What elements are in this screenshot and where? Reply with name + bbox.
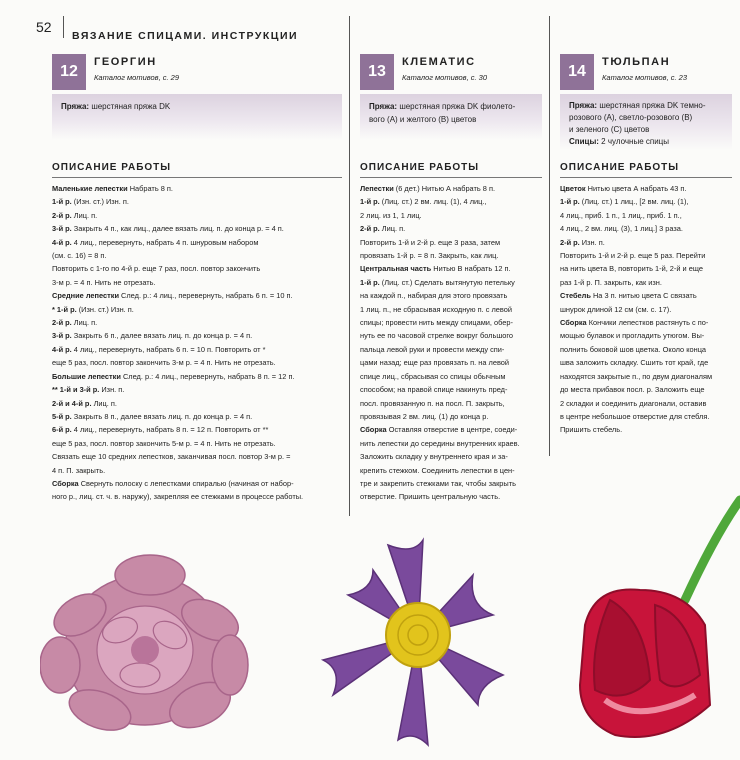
catalog-reference: Каталог мотивов, с. 30 bbox=[402, 73, 488, 82]
instruction-line: Повторить 1-й и 2-й р. еще 3 раза, затем bbox=[360, 237, 501, 247]
instruction-line: до места прибавок посл. р. Заложить еще bbox=[560, 385, 705, 395]
pattern-column-tulip bbox=[560, 54, 732, 437]
instruction-line: провязать 1-й р. = 8 п. Закрыть, как лиц. bbox=[360, 251, 499, 261]
instruction-line: 1 лиц. п., не сбрасывая исходную п. с левой bbox=[360, 304, 512, 314]
instruction-line: пальца левой руки и провести между спи- bbox=[360, 344, 505, 354]
instruction-line: Сборка Свернуть полоску с лепестками спиралью (начиная от набор- bbox=[52, 478, 294, 488]
instruction-line: на каждой п., набирая для этого провязать bbox=[360, 291, 508, 301]
instruction-line: посл. провязанную п. на посл. П. закрыть, bbox=[360, 398, 505, 408]
instruction-line: ного р., лиц. ст. ч. в. наружу), закрепляя ее стежками в процессе работы. bbox=[52, 492, 304, 502]
instruction-line: Сборка Кончики лепестков растянуть с по- bbox=[560, 318, 709, 328]
instruction-line: 2-й р. Лиц. п. bbox=[52, 210, 98, 220]
instruction-line: 1-й р. (Изн. ст.) Изн. п. bbox=[52, 197, 129, 207]
instruction-line: 3-й р. Закрыть 6 п., далее вязать лиц. п. до конца р. = 4 п. bbox=[52, 331, 253, 341]
instruction-line: спице лиц., сбрасывая со спицы обычным bbox=[360, 371, 506, 381]
instruction-line: спицы; провести нить между спицами, обер- bbox=[360, 318, 513, 328]
instruction-line: 1-й р. (Лиц. ст.) 2 вм. лиц. (1), 4 лиц., bbox=[360, 197, 487, 207]
instruction-line: ** 1-й и 3-й р. Изн. п. bbox=[52, 385, 125, 395]
pattern-name: ТЮЛЬПАН bbox=[602, 56, 671, 68]
instruction-line: Стебель На 3 п. нитью цвета С связать bbox=[560, 291, 697, 301]
instruction-line: шнурок длиной 12 см (см. с. 17). bbox=[560, 304, 672, 314]
instruction-line: мощью булавок и прогладить утюгом. Вы- bbox=[560, 331, 705, 341]
instruction-line: в центре небольшое отверстие для стебля. bbox=[560, 411, 710, 421]
instruction-line: Маленькие лепестки Набрать 8 п. bbox=[52, 184, 173, 193]
instruction-line: 2 складки и соединить диагонали, оставив bbox=[560, 398, 707, 408]
catalog-reference: Каталог мотивов, с. 23 bbox=[602, 73, 688, 82]
instruction-line: еще 5 раз, посл. повтор закончить 5-м р. = 4 п. Нить не отрезать. bbox=[52, 438, 276, 448]
instruction-line: 4-й р. 4 лиц., перевернуть, набрать 4 п. шнуровым набором bbox=[52, 237, 259, 247]
instruction-line: способом; на правой спице накинуть пред- bbox=[360, 385, 508, 395]
clematis-knitted-flower-image bbox=[318, 535, 518, 750]
instructions-heading: ОПИСАНИЕ РАБОТЫ bbox=[560, 162, 732, 178]
section-title: ВЯЗАНИЕ СПИЦАМИ. ИНСТРУКЦИИ bbox=[72, 30, 299, 42]
instruction-line: Связать еще 10 средних лепестков, заканчивая посл. повтор 3-м р. = bbox=[52, 452, 291, 462]
pattern-number-badge: 12 bbox=[52, 54, 86, 90]
materials-box bbox=[52, 94, 342, 140]
instruction-line: Пришить стебель. bbox=[560, 425, 623, 435]
instruction-line: нить лепестки до середины внутренних краев. bbox=[360, 438, 520, 448]
instruction-line: 2-й р. Лиц. п. bbox=[52, 318, 98, 328]
pattern-name: КЛЕМАТИС bbox=[402, 56, 476, 68]
instruction-line: отверстие. Пришить центральную часть. bbox=[360, 492, 501, 502]
instruction-line: 4 п. П. закрыть. bbox=[52, 465, 106, 475]
instruction-line: Лепестки (6 дет.) Нитью А набрать 8 п. bbox=[360, 184, 496, 193]
instruction-line: шва заложить складку. Сшить тот край, где bbox=[560, 358, 709, 368]
pattern-column-dahlia bbox=[52, 54, 342, 504]
materials-line: Спицы: 2 чулочные спицы bbox=[569, 137, 670, 146]
instruction-line: * 1-й р. (Изн. ст.) Изн. п. bbox=[52, 304, 134, 314]
instruction-line: 1-й р. (Лиц. ст.) 1 лиц., [2 вм. лиц. (1), bbox=[560, 197, 689, 207]
instruction-line: 4-й р. 4 лиц., перевернуть, набрать 6 п. = 10 п. Повторить от * bbox=[52, 344, 266, 354]
catalog-reference: Каталог мотивов, с. 29 bbox=[94, 73, 180, 82]
instruction-line: полнить боковой шов цветка. Около конца bbox=[560, 344, 707, 354]
instruction-line: Повторить с 1-го по 4-й р. еще 7 раз, посл. повтор закончить bbox=[52, 264, 261, 274]
pattern-column-clematis bbox=[360, 54, 542, 504]
materials-line: Пряжа: шерстяная пряжа DK bbox=[61, 102, 171, 111]
instruction-line: 4 лиц., приб. 1 п., 1 лиц., приб. 1 п., bbox=[560, 210, 682, 220]
materials-line: розового (А), светло-розового (В) bbox=[569, 113, 693, 122]
instruction-line: 2-й р. Лиц. п. bbox=[360, 224, 406, 234]
materials-line: вого (А) и желтого (В) цветов bbox=[369, 115, 477, 124]
instruction-line: провязывая 2 вм. лиц. (1) до конца р. bbox=[360, 411, 489, 421]
instruction-line: 5-й р. Закрыть 8 п., далее вязать лиц. п. до конца р. = 4 п. bbox=[52, 411, 253, 421]
column-divider bbox=[549, 16, 550, 456]
tulip-knitted-flower-image bbox=[565, 495, 740, 760]
instruction-line: 2-й и 4-й р. Лиц. п. bbox=[52, 398, 117, 408]
instructions-text bbox=[52, 182, 342, 504]
instruction-line: 2-й р. Изн. п. bbox=[560, 237, 605, 247]
dahlia-knitted-flower-image bbox=[40, 545, 250, 745]
pattern-header bbox=[52, 54, 342, 90]
instruction-line: Повторить 1-й и 2-й р. еще 5 раз. Перейти bbox=[560, 251, 706, 261]
instruction-line: крепить стежком. Соединить лепестки в цен- bbox=[360, 465, 515, 475]
instruction-line: 6-й р. 4 лиц., перевернуть, набрать 8 п. = 12 п. Повторить от ** bbox=[52, 425, 269, 435]
instruction-line: цами назад; еще раз провязать п. на левой bbox=[360, 358, 510, 368]
instruction-line: тре и закрепить стежками так, чтобы закрыть bbox=[360, 478, 516, 488]
instruction-line: Большие лепестки След. р.: 4 лиц., перевернуть, набрать 8 п. = 12 п. bbox=[52, 371, 295, 381]
instruction-line: на нить цвета В, повторить 1-й, 2-й и еще bbox=[560, 264, 703, 274]
instruction-line: Центральная часть Нитью В набрать 12 п. bbox=[360, 264, 511, 274]
materials-box bbox=[560, 94, 732, 150]
pattern-header bbox=[360, 54, 542, 90]
pattern-name: ГЕОРГИН bbox=[94, 56, 157, 68]
instructions-text bbox=[560, 182, 732, 437]
instruction-line: 3-м р. = 4 п. Нить не отрезать. bbox=[52, 277, 156, 287]
instruction-line: Цветок Нитью цвета А набрать 43 п. bbox=[560, 184, 687, 193]
pattern-number-badge: 13 bbox=[360, 54, 394, 90]
instruction-line: Средние лепестки След. р.: 4 лиц., перевернуть, набрать 6 п. = 10 п. bbox=[52, 291, 293, 301]
materials-line: Пряжа: шерстяная пряжа DK фиолето- bbox=[369, 102, 516, 111]
instruction-line: 1-й р. (Лиц. ст.) Сделать вытянутую петельку bbox=[360, 277, 515, 287]
materials-line: и зеленого (С) цветов bbox=[569, 125, 650, 134]
instruction-line: 4 лиц., 2 вм. лиц. (3), 1 лиц.] 3 раза. bbox=[560, 224, 683, 234]
instruction-line: еще 5 раз, посл. повтор закончить 3-м р. = 4 п. Нить не отрезать. bbox=[52, 358, 276, 368]
instructions-heading: ОПИСАНИЕ РАБОТЫ bbox=[52, 162, 342, 178]
column-divider bbox=[349, 16, 350, 516]
pattern-header bbox=[560, 54, 732, 90]
instruction-line: Заложить складку у внутреннего края и за- bbox=[360, 452, 508, 462]
instruction-line: 2 лиц. из 1, 1 лиц. bbox=[360, 210, 422, 220]
materials-line: Пряжа: шерстяная пряжа DK темно- bbox=[569, 101, 706, 110]
materials-box bbox=[360, 94, 542, 140]
page-number: 52 bbox=[36, 19, 52, 35]
instruction-line: раз 1-й р. П. закрыть, как изн. bbox=[560, 277, 662, 287]
pattern-number-badge: 14 bbox=[560, 54, 594, 90]
instruction-line: находятся закрытые п., по двум диагоналям bbox=[560, 371, 713, 381]
instructions-heading: ОПИСАНИЕ РАБОТЫ bbox=[360, 162, 542, 178]
instruction-line: Сборка Оставляя отверстие в центре, соеди- bbox=[360, 425, 518, 435]
instructions-text bbox=[360, 182, 542, 504]
instruction-line: 3-й р. Закрыть 4 п., как лиц., далее вязать лиц. п. до конца р. = 4 п. bbox=[52, 224, 284, 234]
instruction-line: нуть ее по часовой стрелке вокруг большого bbox=[360, 331, 514, 341]
instruction-line: (см. с. 16) = 8 п. bbox=[52, 251, 107, 261]
column-divider bbox=[63, 16, 64, 38]
